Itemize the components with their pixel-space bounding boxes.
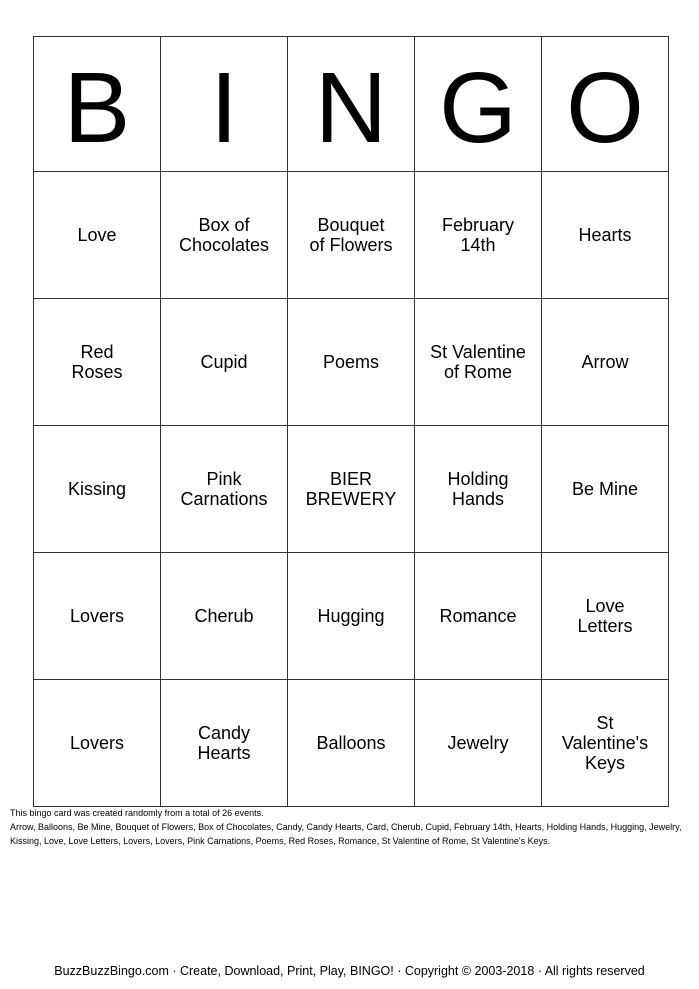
card-row	[34, 299, 669, 426]
card-row	[34, 172, 669, 299]
bingo-cell: Jewelry	[415, 680, 542, 807]
header-letter-n: N	[288, 37, 415, 172]
card-row	[34, 553, 669, 680]
bingo-cell: Pink Carnations	[161, 426, 288, 553]
card-row	[34, 426, 669, 553]
bingo-cell: Holding Hands	[415, 426, 542, 553]
bingo-cell: Bouquet of Flowers	[288, 172, 415, 299]
header-letter-o: O	[542, 37, 669, 172]
bingo-cell: Cherub	[161, 553, 288, 680]
bingo-cell: Arrow	[542, 299, 669, 426]
bingo-cell: Poems	[288, 299, 415, 426]
footer-credit: BuzzBuzzBingo.com · Create, Download, Print, Play, BINGO! · Copyright © 2003-2018 · All rights reserved	[54, 964, 645, 978]
header-letter-i: I	[161, 37, 288, 172]
bingo-cell: February 14th	[415, 172, 542, 299]
header-letter-b: B	[34, 37, 161, 172]
header-letter-g: G	[415, 37, 542, 172]
bingo-cell: Be Mine	[542, 426, 669, 553]
bingo-cell: Box of Chocolates	[161, 172, 288, 299]
bingo-cell: Balloons	[288, 680, 415, 807]
bingo-cell: Cupid	[161, 299, 288, 426]
bingo-cell: Love Letters	[542, 553, 669, 680]
bingo-card	[33, 36, 669, 807]
bingo-cell: Candy Hearts	[161, 680, 288, 807]
bingo-cell: Lovers	[34, 680, 161, 807]
bingo-cell-center: BIER BREWERY	[288, 426, 415, 553]
info-summary: This bingo card was created randomly from a total of 26 events.	[10, 808, 264, 818]
bingo-cell: Red Roses	[34, 299, 161, 426]
bingo-cell: Hearts	[542, 172, 669, 299]
bingo-cell: Hugging	[288, 553, 415, 680]
card-row	[34, 680, 669, 807]
bingo-cell: Kissing	[34, 426, 161, 553]
bingo-cell: Lovers	[34, 553, 161, 680]
bingo-cell: Romance	[415, 553, 542, 680]
bingo-cell: Love	[34, 172, 161, 299]
bingo-cell: St Valentine's Keys	[542, 680, 669, 807]
info-event-list: Arrow, Balloons, Be Mine, Bouquet of Flowers, Box of Chocolates, Candy, Candy Hearts, Card, Cherub, Cupid, February 14th, Hearts, Holding Hands, Hugging, Jewelry, Kissing, Love, Love Letters, Lovers, Lovers, Pink Carnations, Poems, Red Roses, Romance, St Valentine of Rome, St Valentine's Keys.	[10, 822, 682, 846]
header-row	[34, 37, 669, 172]
bingo-cell: St Valentine of Rome	[415, 299, 542, 426]
card-info	[10, 806, 690, 848]
